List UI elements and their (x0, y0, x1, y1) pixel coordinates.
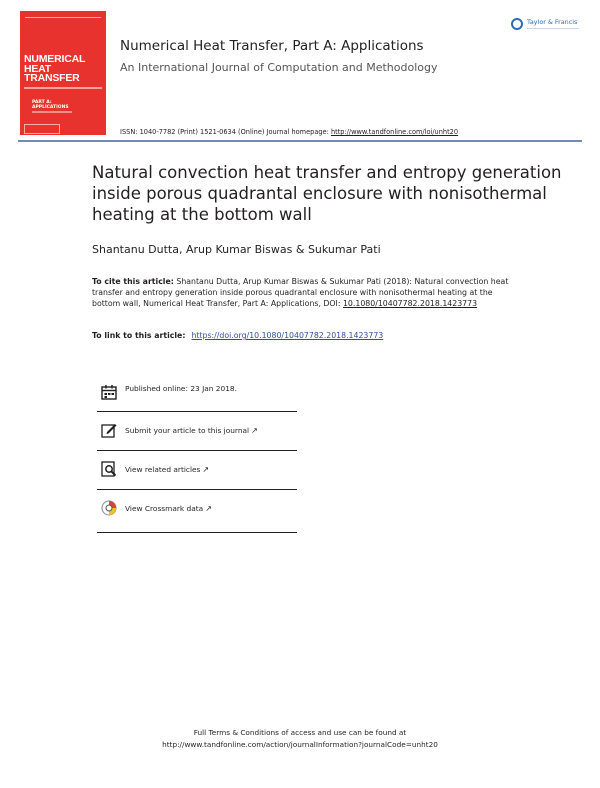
crossmark-label: View Crossmark data (125, 504, 204, 513)
cover-volume-box (24, 124, 60, 134)
issn-line (120, 128, 458, 136)
submit-article-row[interactable] (97, 414, 297, 448)
header-divider (18, 140, 582, 142)
crossmark-row[interactable] (97, 492, 297, 526)
cover-part-text: PART A: APPLICATIONS (32, 100, 69, 110)
info-divider (97, 450, 297, 451)
related-articles-row[interactable] (97, 453, 297, 487)
citation-doi[interactable]: 10.1080/10407782.2018.1423773 (342, 299, 478, 308)
related-articles-label: View related articles (125, 465, 201, 474)
cover-title-line: NUMERICAL (24, 53, 86, 65)
publisher-logo-icon (511, 18, 523, 30)
citation-label: To cite this article: (92, 277, 174, 286)
article-link-row (92, 331, 383, 340)
calendar-icon (101, 384, 117, 400)
article-title: Natural convection heat transfer and entropy generation inside porous quadrantal enclosure with nonisothermal heating at the bottom wall (92, 163, 562, 224)
external-link-icon: ↗ (251, 426, 258, 435)
crossmark-link[interactable] (125, 504, 212, 513)
cover-top-line (25, 17, 101, 22)
footer-terms: Full Terms & Conditions of access and use can be found at (193, 728, 407, 737)
related-articles-link[interactable] (125, 465, 209, 474)
document-search-icon (101, 461, 117, 477)
cover-decor-bar (32, 111, 72, 113)
journal-homepage-link[interactable]: http://www.tandfonline.com/loi/unht20 (330, 128, 459, 136)
crossmark-icon (101, 500, 117, 516)
publisher-name: Taylor & Francis (527, 18, 578, 26)
cover-subtitle-bar (24, 87, 102, 89)
publisher-tagline-line (527, 28, 579, 29)
citation-text: Shantanu Dutta, Arup Kumar Biswas & Sukumar Pati (2018): Natural convection heat transfer and entropy generation inside porous quadrantal enclosure with nonisothermal heating at the bottom wall, Numerical Heat Transfer, Part A: Applications, DOI: (92, 277, 509, 308)
published-row (97, 376, 297, 410)
cover-title-line: TRANSFER (24, 72, 80, 84)
external-link-icon: ↗ (205, 504, 212, 513)
article-authors: Shantanu Dutta, Arup Kumar Biswas & Sukumar Pati (92, 243, 381, 256)
cover-title (24, 55, 104, 84)
cover-title-line: HEAT (24, 62, 52, 75)
journal-title: Numerical Heat Transfer, Part A: Applications (120, 38, 424, 54)
link-label: To link to this article: (92, 331, 186, 340)
submit-article-link[interactable] (125, 426, 258, 435)
external-link-icon: ↗ (202, 465, 210, 474)
issn-text: ISSN: 1040-7782 (Print) 1521-0634 (Online) Journal homepage: (120, 128, 331, 136)
info-divider (97, 411, 297, 412)
journal-subtitle: An International Journal of Computation and Methodology (120, 61, 438, 74)
submit-article-label: Submit your article to this journal (125, 426, 250, 435)
info-divider (97, 532, 297, 533)
publisher-logo[interactable] (511, 18, 583, 36)
article-doi-link[interactable]: https://doi.org/10.1080/10407782.2018.1423773 (191, 331, 384, 340)
footer-terms-link[interactable]: http://www.tandfonline.com/action/journalInformation?journalCode=unht20 (162, 740, 438, 749)
edit-icon (101, 422, 117, 438)
info-divider (97, 489, 297, 490)
journal-cover-image (20, 11, 106, 135)
published-date: Published online: 23 Jan 2018. (125, 384, 237, 393)
citation-block (92, 276, 512, 309)
